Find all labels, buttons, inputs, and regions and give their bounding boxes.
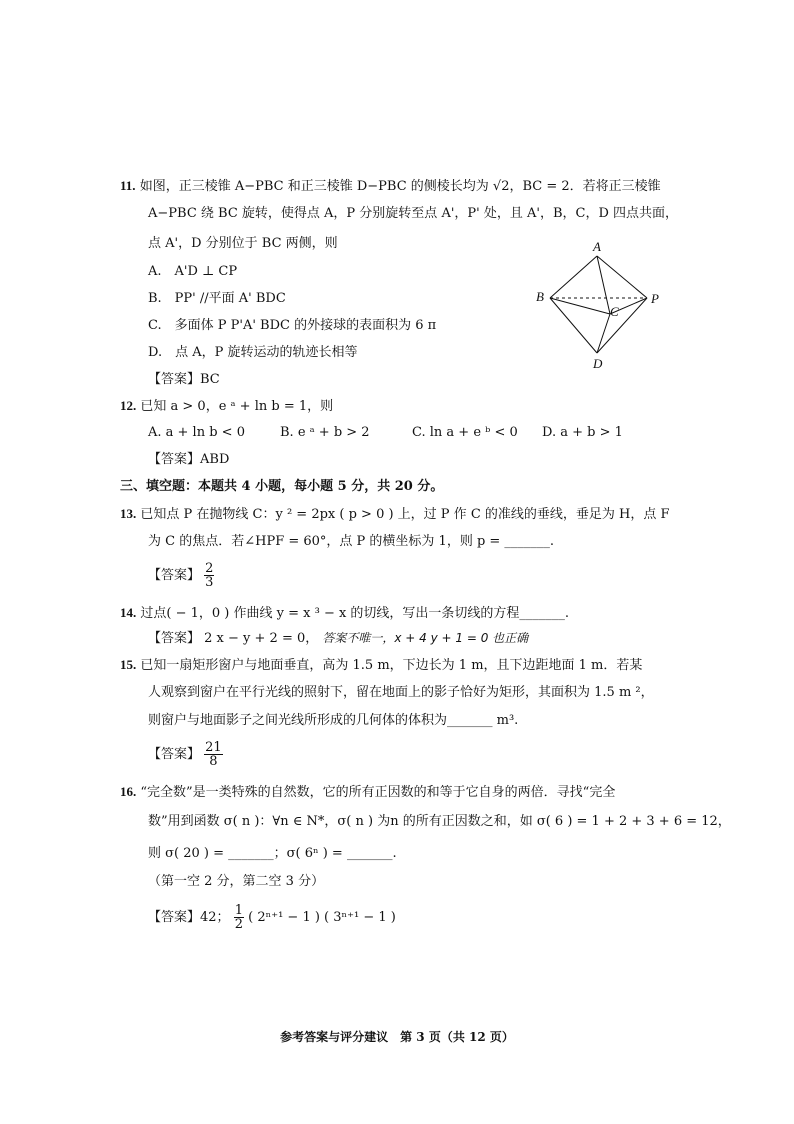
label-p: P xyxy=(651,291,659,306)
q13-text-1: 已知点 P 在抛物线 C：y ² = 2px ( p > 0 ) 上，过 P 作 C 的准线的垂线，垂足为 H，点 F xyxy=(140,507,670,522)
label-b: B xyxy=(536,289,544,304)
q12-number: 12. xyxy=(120,398,137,413)
q15-line3: 则窗户与地面影子之间光线所形成的几何体的体积为_______ m³. xyxy=(148,713,519,728)
q12-option-a: A. a + ln b < 0 xyxy=(148,425,245,440)
q14-answer-label: 【答案】 xyxy=(148,631,201,646)
q12-answer: 【答案】ABD xyxy=(148,452,230,467)
q13-line1 xyxy=(120,506,670,523)
q13-answer-fraction xyxy=(204,562,214,589)
bipyramid-figure xyxy=(530,238,670,373)
label-d: D xyxy=(593,356,603,371)
edge-cd xyxy=(597,314,610,353)
q14-number: 14. xyxy=(120,605,137,620)
q13-answer-label: 【答案】 xyxy=(148,568,201,583)
q16-scoring-note: （第一空 2 分，第二空 3 分） xyxy=(148,874,325,889)
page-footer: 参考答案与评分建议 第 3 页（共 12 页） xyxy=(280,1030,514,1044)
q13-number: 13. xyxy=(120,506,137,521)
q13-answer xyxy=(148,562,214,589)
q13-answer-numerator: 2 xyxy=(205,561,214,576)
q16-number: 16. xyxy=(120,784,137,799)
q15-text-1: 已知一扇矩形窗户与地面垂直，高为 1.5 m，下边长为 1 m，且下边距地面 1 m．若某 xyxy=(140,658,643,673)
q12-line1 xyxy=(120,398,333,415)
q13-line2: 为 C 的焦点．若∠HPF = 60°，点 P 的横坐标为 1，则 p = _______. xyxy=(148,534,555,549)
q15-answer-denominator: 8 xyxy=(209,754,218,769)
q12-option-d: D. a + b > 1 xyxy=(542,425,623,440)
q11-line1 xyxy=(120,178,661,195)
q11-answer: 【答案】BC xyxy=(148,372,220,387)
q14-text-1: 过点( − 1，0 ) 作曲线 y = x ³ − x 的切线，写出一条切线的方程_______. xyxy=(140,606,570,621)
q16-answer-fraction xyxy=(234,904,244,931)
label-c: C xyxy=(610,304,619,319)
q15-answer-fraction xyxy=(204,741,223,768)
q16-text-1: “完全数”是一类特殊的自然数，它的所有正因数的和等于它自身的两倍．寻找“完全 xyxy=(140,785,616,800)
q16-answer-numerator: 1 xyxy=(234,903,243,918)
label-a: A xyxy=(593,239,601,254)
q14-answer xyxy=(148,630,528,647)
q13-answer-denominator: 3 xyxy=(205,575,214,590)
q16-answer-denominator: 2 xyxy=(234,917,243,932)
q11-line2: A−PBC 绕 BC 旋转，使得点 A，P 分别旋转至点 A'，P' 处，且 A'，B，C，D 四点共面， xyxy=(148,206,679,221)
q15-answer xyxy=(148,741,223,768)
q15-line1 xyxy=(120,657,642,674)
q15-answer-numerator: 21 xyxy=(205,740,222,755)
q15-line2: 人观察到窗户在平行光线的照射下，留在地面上的影子恰好为矩形，其面积为 1.5 m ²， xyxy=(148,685,654,700)
edge-bd xyxy=(550,298,597,353)
q11-option-b: B. PP' //平面 A' BDC xyxy=(148,291,286,306)
q12-text-1: 已知 a > 0，e ᵃ + ln b = 1，则 xyxy=(140,399,334,414)
q14-answer-text: 2 x − y + 2 = 0， xyxy=(204,631,319,646)
q11-option-a: A. A'D ⊥ CP xyxy=(148,264,238,279)
q15-number: 15. xyxy=(120,657,137,672)
q11-option-d: D. 点 A，P 旋转运动的轨迹长相等 xyxy=(148,345,358,360)
q16-answer-tail: ( 2ⁿ⁺¹ − 1 ) ( 3ⁿ⁺¹ − 1 ) xyxy=(248,910,396,925)
edge-ab xyxy=(550,256,597,298)
edge-pd xyxy=(597,298,647,353)
q12-option-c: C. ln a + e ᵇ < 0 xyxy=(412,425,518,440)
q16-line1 xyxy=(120,784,615,801)
q16-line3: 则 σ( 20 ) = _______；σ( 6ⁿ ) = _______. xyxy=(148,846,397,861)
q15-answer-label: 【答案】 xyxy=(148,747,201,762)
q14-answer-note: 答案不唯一，x + 4 y + 1 = 0 也正确 xyxy=(322,631,529,645)
section-3-header: 三、填空题：本题共 4 小题，每小题 5 分，共 20 分。 xyxy=(120,479,444,494)
q12-option-b: B. e ᵃ + b > 2 xyxy=(280,425,370,440)
q11-number: 11. xyxy=(120,178,136,193)
edge-bc xyxy=(550,298,610,314)
q11-option-c: C. 多面体 P P'A' BDC 的外接球的表面积为 6 π xyxy=(148,318,437,333)
q11-text-1: 如图，正三棱锥 A−PBC 和正三棱锥 D−PBC 的侧棱长均为 √2，BC = 2．若将正三棱锥 xyxy=(139,179,661,194)
q16-answer-label: 【答案】42； xyxy=(148,910,230,925)
q11-line3: 点 A'，D 分别位于 BC 两侧，则 xyxy=(148,236,338,251)
q14-line1 xyxy=(120,605,569,622)
q16-answer xyxy=(148,904,396,931)
q16-line2: 数”用到函数 σ( n )：∀n ∈ N*，σ( n ) 为n 的所有正因数之和，如 σ( 6 ) = 1 + 2 + 3 + 6 = 12， xyxy=(148,814,731,829)
